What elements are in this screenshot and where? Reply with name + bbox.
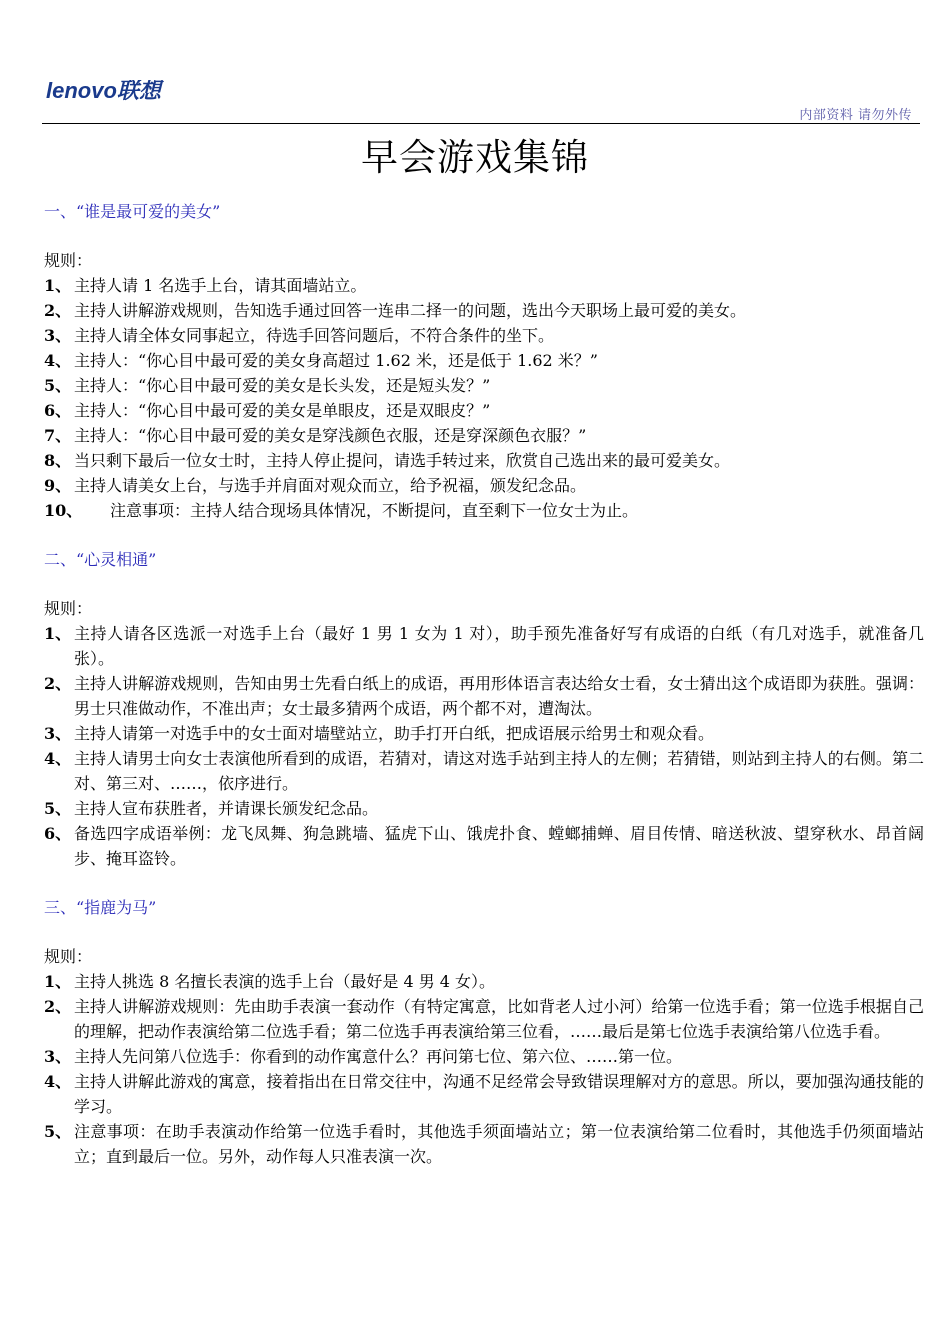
rules-label: 规则： <box>44 599 93 618</box>
list-item: 2、 主持人讲解游戏规则，告知选手通过回答一连串二择一的问题，选出今天职场上最可爱的美女。 <box>44 301 747 320</box>
list-item: 7、 主持人：“你心目中最可爱的美女是穿浅颜色衣服，还是穿深颜色衣服？” <box>44 426 587 445</box>
section-title: 二、“心灵相通” <box>44 550 157 569</box>
document-body <box>44 200 924 1169</box>
list-item: 9、 主持人请美女上台，与选手并肩面对观众而立，给予祝福，颁发纪念品。 <box>44 476 587 495</box>
rules-list <box>44 969 924 1169</box>
list-item: 2、 主持人讲解游戏规则，告知由男士先看白纸上的成语，再用形体语言表达给女士看，女士猜出这个成语即为获胜。强调：男士只准做动作，不准出声；女士最多猜两个成语，两个都不对，遭淘汰。 <box>44 674 924 718</box>
list-item: 5、 主持人：“你心目中最可爱的美女是长头发，还是短头发？” <box>44 376 491 395</box>
list-item: 3、 主持人请第一对选手中的女士面对墙壁站立，助手打开白纸，把成语展示给男士和观众看。 <box>44 724 715 743</box>
logo-text: lenovo联想 <box>46 80 161 102</box>
list-item: 4、 主持人讲解此游戏的寓意，接着指出在日常交往中，沟通不足经常会导致错误理解对方的意思。所以，要加强沟通技能的学习。 <box>44 1072 924 1116</box>
rules-list <box>44 273 924 523</box>
section-2 <box>44 548 924 871</box>
rules-label: 规则： <box>44 947 93 966</box>
page-title: 早会游戏集锦 <box>361 136 589 179</box>
lenovo-logo-mark <box>46 80 216 102</box>
section-title: 一、“谁是最可爱的美女” <box>44 202 221 221</box>
rules-list <box>44 621 924 871</box>
list-item: 4、 主持人请男士向女士表演他所看到的成语，若猜对，请这对选手站到主持人的左侧；若猜错，则站到主持人的右侧。第二对、第三对、……，依序进行。 <box>44 749 924 793</box>
rules-label: 规则： <box>44 251 93 270</box>
list-item: 6、 主持人：“你心目中最可爱的美女是单眼皮，还是双眼皮？” <box>44 401 491 420</box>
list-item: 8、 当只剩下最后一位女士时，主持人停止提问，请选手转过来，欣赏自己选出来的最可爱美女。 <box>44 451 731 470</box>
list-item: 1、 主持人请 1 名选手上台，请其面墙站立。 <box>44 276 367 295</box>
section-3 <box>44 896 924 1169</box>
list-item: 5、 主持人宣布获胜者，并请课长颁发纪念品。 <box>44 799 379 818</box>
list-item: 10、 注意事项：主持人结合现场具体情况，不断提问，直至剩下一位女士为止。 <box>44 501 639 520</box>
confidential-note: 内部资料 请勿外传 <box>799 108 912 123</box>
list-item: 6、 备选四字成语举例：龙飞凤舞、狗急跳墙、猛虎下山、饿虎扑食、螳螂捕蝉、眉目传情、暗送秋波、望穿秋水、昂首阔步、掩耳盗铃。 <box>44 824 924 868</box>
list-item: 1、 主持人请各区选派一对选手上台（最好 1 男 1 女为 1 对），助手预先准备好写有成语的白纸（有几对选手，就准备几张）。 <box>44 624 924 668</box>
section-title: 三、“指鹿为马” <box>44 898 157 917</box>
section-1 <box>44 200 924 523</box>
lenovo-logo <box>46 80 216 102</box>
list-item: 1、 主持人挑选 8 名擅长表演的选手上台（最好是 4 男 4 女）。 <box>44 972 496 991</box>
list-item: 4、 主持人：“你心目中最可爱的美女身高超过 1.62 米，还是低于 1.62 米？” <box>44 351 598 370</box>
list-item: 3、 主持人请全体女同事起立，待选手回答问题后，不符合条件的坐下。 <box>44 326 555 345</box>
list-item: 3、 主持人先问第八位选手：你看到的动作寓意什么？再问第七位、第六位、……第一位。 <box>44 1047 683 1066</box>
header-divider <box>42 123 920 124</box>
list-item: 2、 主持人讲解游戏规则：先由助手表演一套动作（有特定寓意，比如背老人过小河）给第一位选手看；第一位选手根据自己的理解，把动作表演给第二位选手看；第二位选手再表演给第三位看，……最后是第七位选手表演给第八位选手看。 <box>44 997 924 1041</box>
list-item: 5、 注意事项：在助手表演动作给第一位选手看时，其他选手须面墙站立；第一位表演给第二位看时，其他选手仍须面墙站立；直到最后一位。另外，动作每人只准表演一次。 <box>44 1122 924 1166</box>
